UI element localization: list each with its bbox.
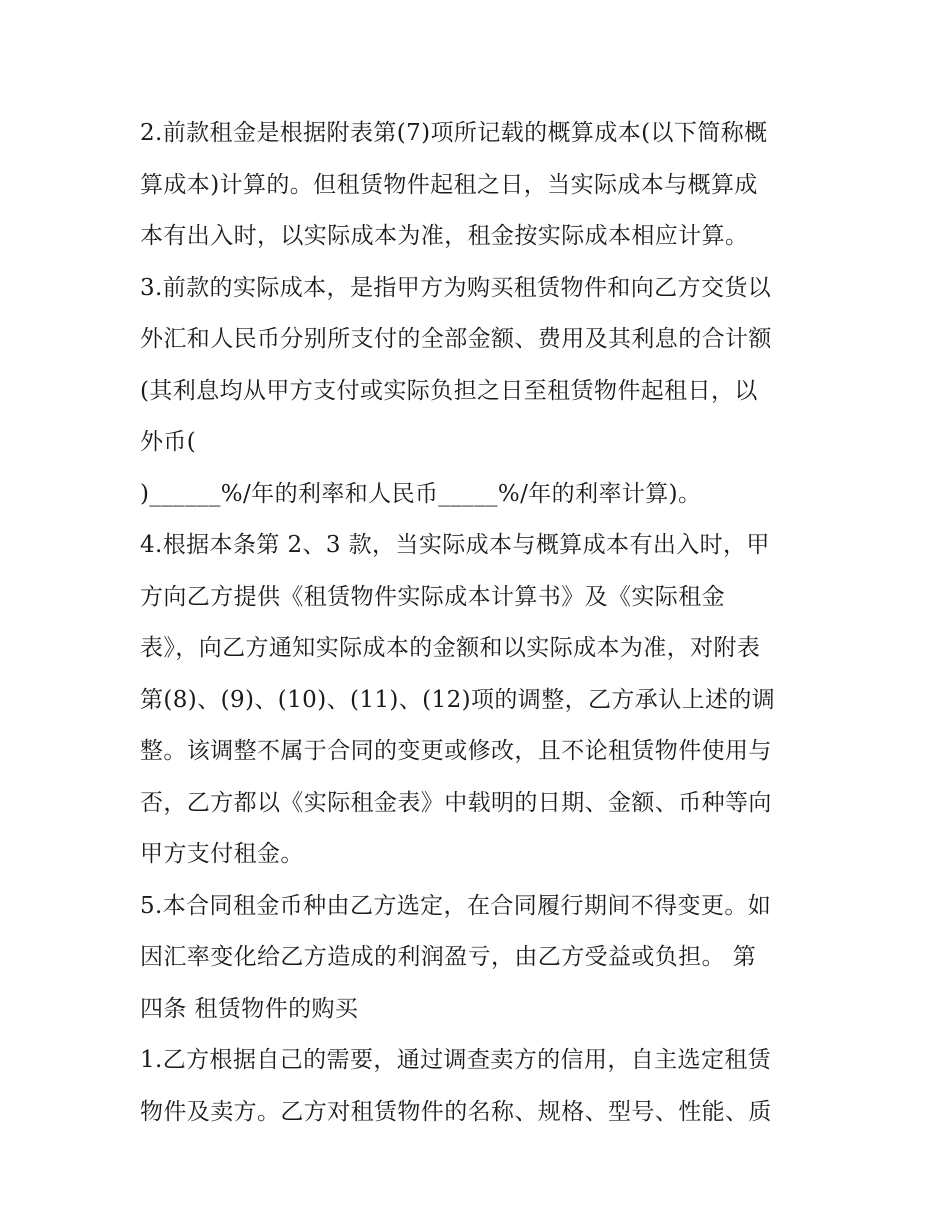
text-line-20: 物件及卖方。乙方对租赁物件的名称、规格、型号、性能、质 — [140, 1098, 772, 1125]
text-line-17: 因汇率变化给乙方造成的利润盈亏，由乙方受益或负担。 第 — [140, 944, 757, 970]
text-line-9: 4.根据本条第 2、3 款，当实际成本与概算成本有出入时，甲 — [140, 532, 770, 558]
text-line-5: 外汇和人民币分别所支付的全部金额、费用及其利息的合计额 — [140, 326, 772, 352]
text-line-11: 表》，向乙方通知实际成本的金额和以实际成本为准，对附表 — [140, 635, 761, 661]
text-line-1: 2.前款租金是根据附表第(7)项所记载的概算成本(以下简称概 — [140, 120, 768, 146]
text-line-8: )______%/年的利率和人民币_____%/年的利率计算)。 — [140, 480, 702, 507]
text-line-2: 算成本)计算的。但租赁物件起租之日，当实际成本与概算成 — [140, 171, 758, 198]
text-line-16: 5.本合同租金币种由乙方选定，在合同履行期间不得变更。如 — [140, 892, 772, 919]
text-line-7: 外币( — [140, 429, 197, 455]
text-line-19: 1.乙方根据自己的需要，通过调查卖方的信用，自主选定租赁 — [140, 1047, 772, 1073]
text-line-13: 整。该调整不属于合同的变更或修改，且不论租赁物件使用与 — [140, 738, 772, 764]
text-line-18: 四条 租赁物件的购买 — [140, 995, 359, 1022]
text-line-3: 本有出入时，以实际成本为准，租金按实际成本相应计算。 — [140, 223, 749, 249]
text-line-12: 第(8)、(9)、(10)、(11)、(12)项的调整，乙方承认上述的调 — [140, 686, 776, 713]
text-line-15: 甲方支付租金。 — [140, 841, 304, 867]
text-line-10: 方向乙方提供《租赁物件实际成本计算书》及《实际租金 — [140, 583, 725, 610]
text-line-14: 否，乙方都以《实际租金表》中载明的日期、金额、币种等向 — [140, 789, 772, 816]
contract-text-body — [140, 108, 830, 1138]
text-line-6: (其利息均从甲方支付或实际负担之日至租赁物件起租日，以 — [140, 377, 758, 404]
text-line-4: 3.前款的实际成本，是指甲方为购买租赁物件和向乙方交货以 — [140, 274, 772, 301]
